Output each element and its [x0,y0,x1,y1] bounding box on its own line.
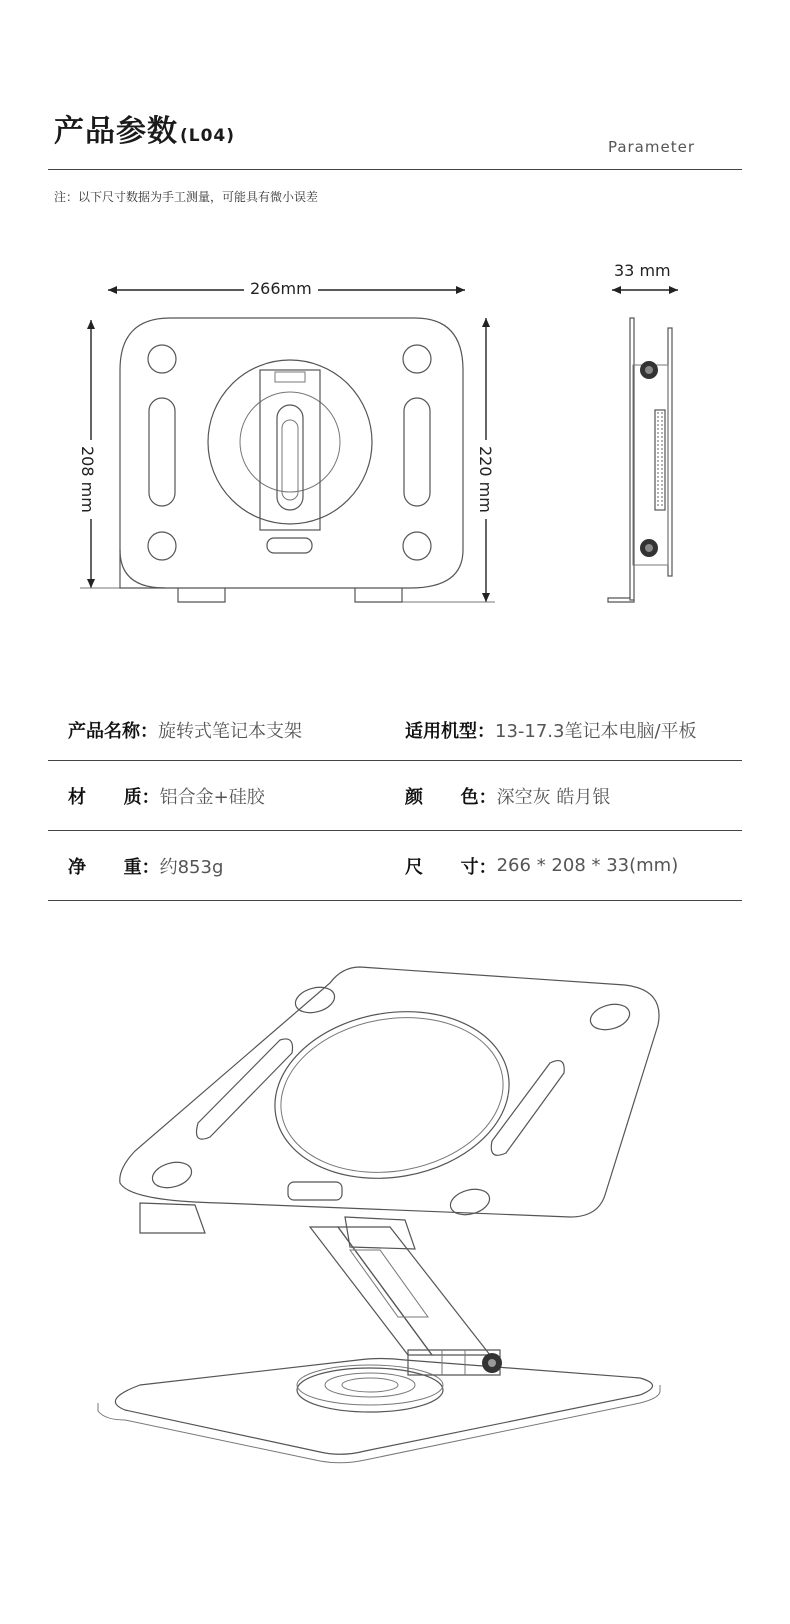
title-text: 产品参数 [54,114,178,149]
header-divider [48,169,742,170]
measurement-note: 注：以下尺寸数据为手工测量，可能具有微小误差 [54,190,319,204]
top-plate [120,967,659,1217]
spec-size [405,831,678,900]
spec-value: 266 * 208 * 33(mm) [496,855,679,876]
spec-row [48,700,742,761]
spec-colon: ： [478,856,497,878]
spec-colon: ： [478,786,497,808]
spec-label: 材 质 [68,786,142,808]
spec-value: 约853g [159,856,224,878]
spec-value: 铝合金+硅胶 [159,786,265,808]
plate-outline [120,318,463,588]
spec-compatible-models [405,700,697,760]
page-subtitle: Parameter [607,138,695,156]
stand-perspective-illustration [80,955,680,1465]
spec-product-name [68,700,302,760]
spec-label: 尺 寸 [405,856,479,878]
spec-weight [68,831,223,900]
right-height-label: 220 mm [476,440,495,519]
spec-label: 净 重 [68,856,142,878]
width-label: 266mm [244,279,318,298]
spec-colon: ： [140,721,158,742]
spec-table [48,700,742,901]
side-view-drawing [600,280,690,610]
depth-label: 33 mm [608,261,677,280]
spec-label: 产品名称 [68,721,140,742]
spec-label: 颜 色 [405,786,479,808]
spec-label: 适用机型 [405,721,477,742]
spec-colon: ： [141,856,160,878]
model-code: (L04) [180,126,236,146]
spec-colon: ： [477,721,495,742]
left-height-label: 208 mm [78,440,97,519]
spec-value: 深空灰 皓月银 [496,786,611,808]
spec-value: 13-17.3笔记本电脑/平板 [495,721,697,742]
spec-color [405,761,610,830]
spec-material [68,761,265,830]
spec-row [48,761,742,831]
front-view-drawing [70,270,520,615]
spec-value: 旋转式笔记本支架 [158,721,302,742]
page-title [54,106,235,150]
base-plate [115,1359,652,1455]
spec-row [48,831,742,901]
spec-colon: ： [141,786,160,808]
